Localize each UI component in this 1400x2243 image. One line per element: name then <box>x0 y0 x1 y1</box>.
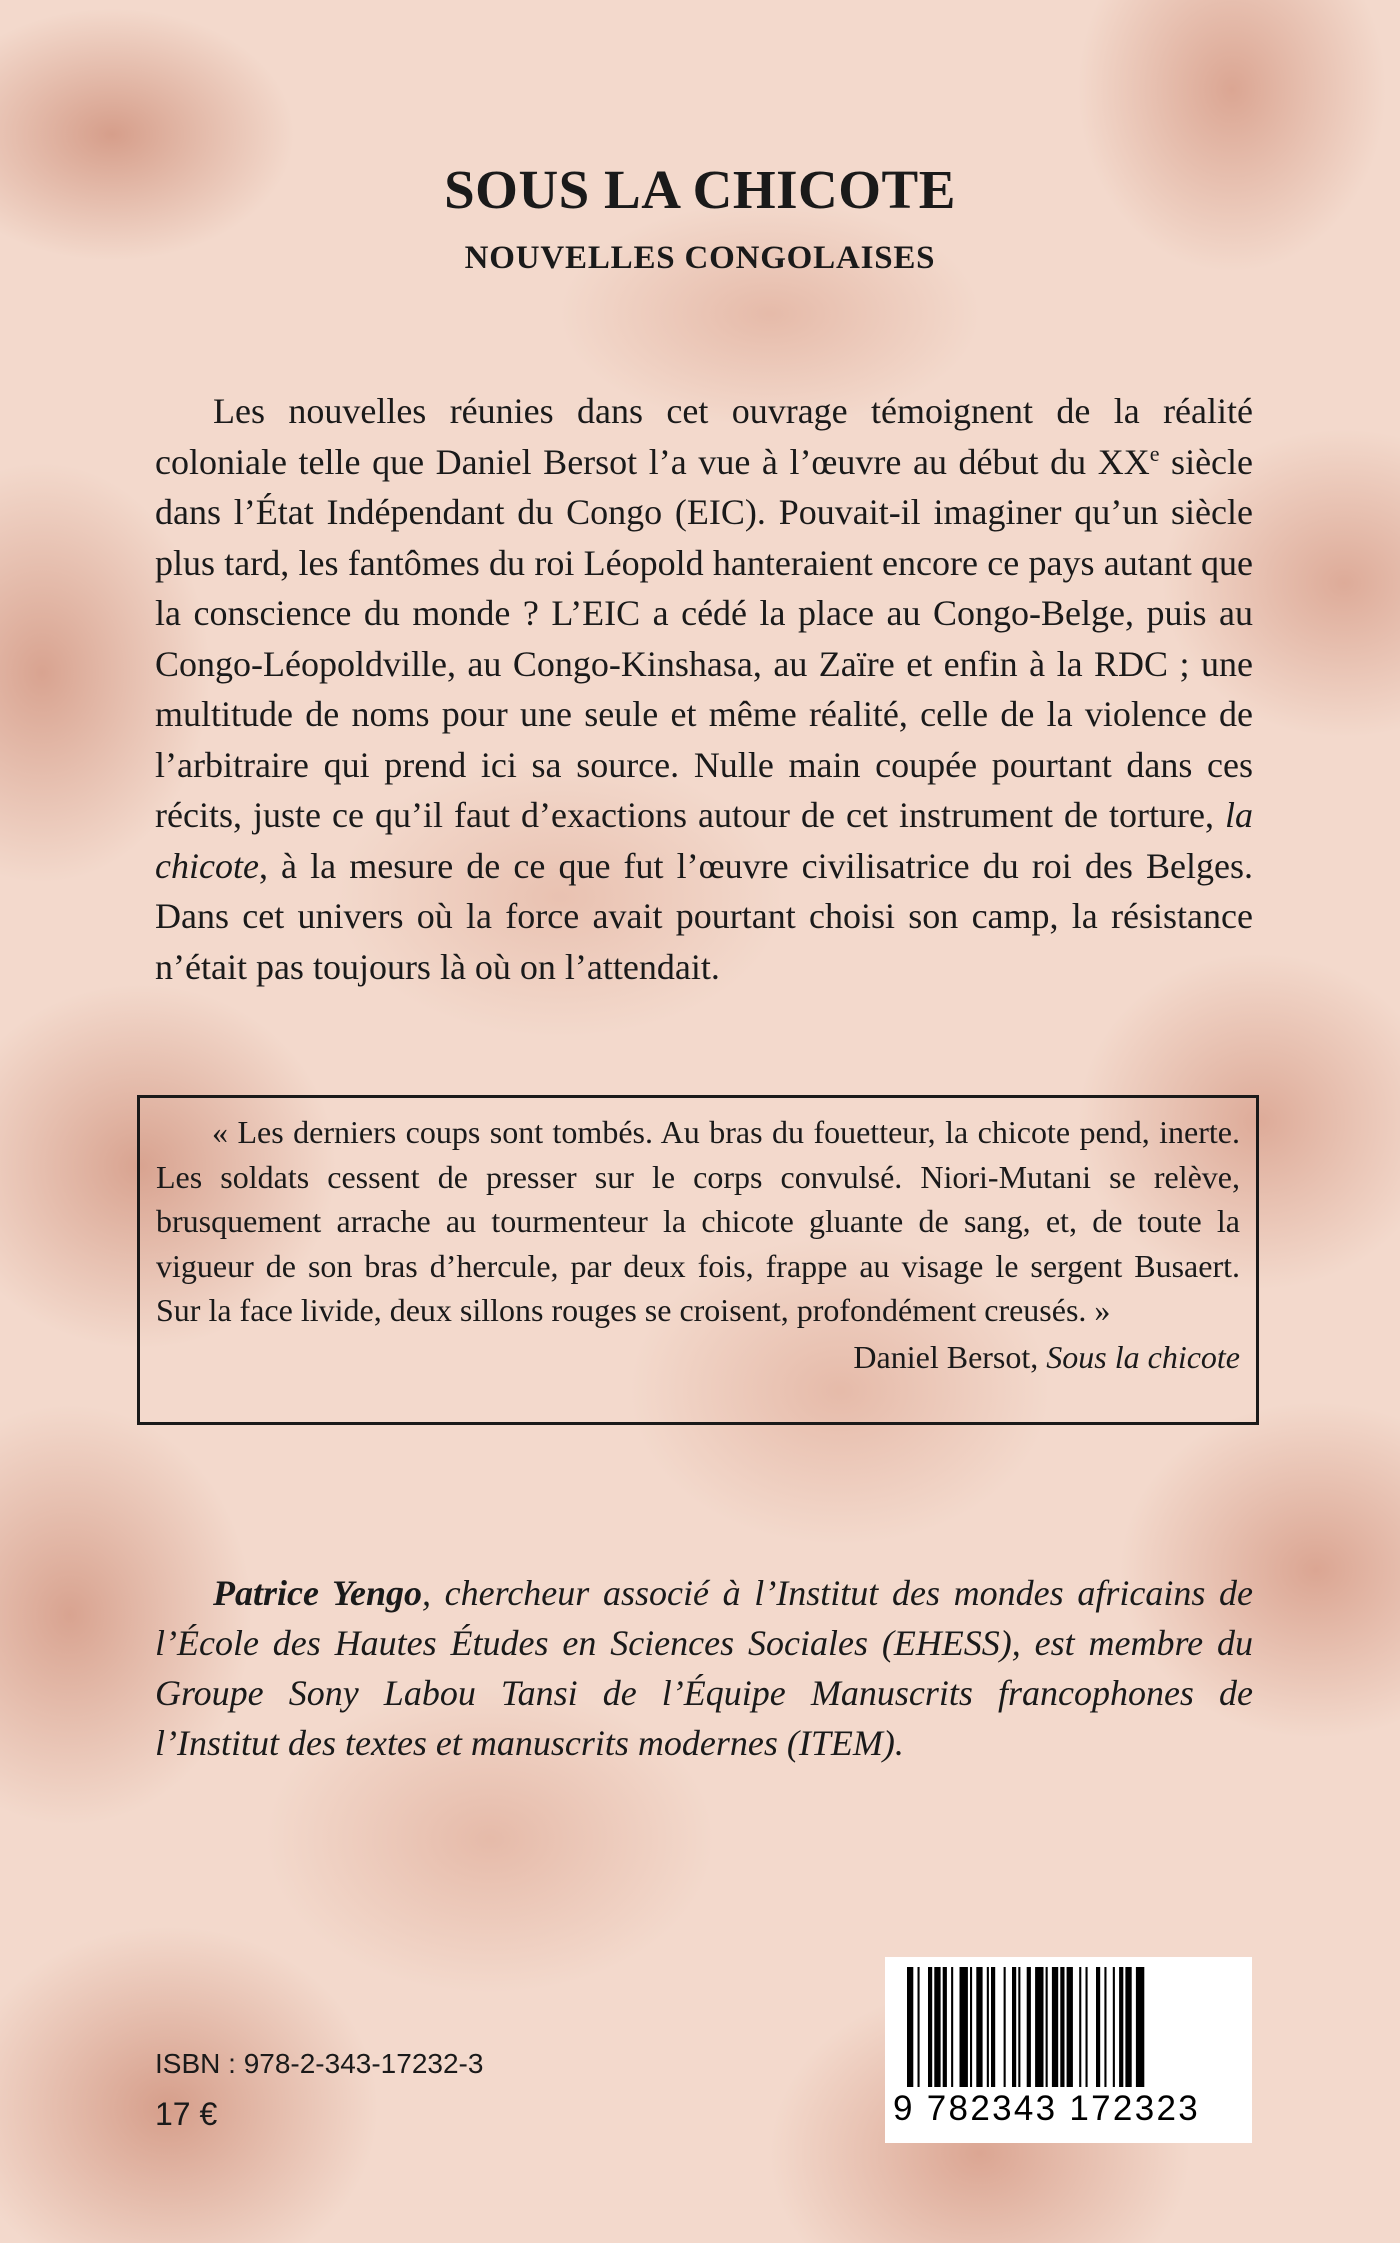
barcode-bar <box>943 1967 947 2087</box>
barcode-bar <box>1027 1967 1031 2087</box>
barcode-bar <box>1096 1967 1100 2087</box>
barcode-bar <box>1052 1967 1058 2087</box>
barcode-bar <box>951 1967 953 2087</box>
attribution-work: Sous la chicote <box>1046 1338 1240 1375</box>
isbn: ISBN : 978-2-343-17232-3 <box>155 2048 484 2079</box>
barcode-bar <box>1104 1967 1106 2087</box>
barcode-bar <box>1113 1967 1115 2087</box>
barcode-bar <box>976 1967 982 2087</box>
barcode-bar <box>1125 1967 1131 2087</box>
barcode-bar <box>1086 1967 1088 2087</box>
barcode-bar <box>1136 1967 1144 2087</box>
blurb-italic: la chicote <box>155 795 1253 886</box>
barcode-bar <box>1067 1967 1073 2087</box>
barcode-bar <box>934 1967 940 2087</box>
barcode-bar <box>1060 1967 1064 2087</box>
author-bio-text: , chercheur associé à l’Institut des mondes africains de l’École des Hautes Études en Sciences Sociales (EHESS), est membre du Groupe Sony Labou Tansi de l’Équipe Manuscrits francophones de l’Institut des textes et manuscrits modernes (ITEM). <box>155 1573 1254 1763</box>
book-title: SOUS LA CHICOTE <box>444 159 956 220</box>
attribution-name: Daniel Bersot, <box>853 1338 1047 1375</box>
blurb-text-1: Les nouvelles réunies dans cet ouvrage témoignent de la réalité coloniale telle que Daniel Bersot l’a vue à l’œuvre au début du XX <box>155 391 1253 482</box>
author-bio <box>155 1568 1253 1768</box>
blurb-paragraph <box>155 386 1253 992</box>
barcode-bar <box>970 1967 972 2087</box>
barcode-bar <box>1046 1967 1048 2087</box>
century-superscript: e <box>1149 440 1160 466</box>
quote-attribution <box>156 1339 1240 1376</box>
barcode-bar <box>960 1967 968 2087</box>
quote-box <box>137 1095 1259 1425</box>
barcode-bar <box>991 1967 995 2087</box>
barcode-bar <box>1018 1967 1020 2087</box>
barcode-bar <box>1004 1967 1006 2087</box>
blurb-text-3: , à la mesure de ce que fut l’œuvre civilisatrice du roi des Belges. Dans cet univers où la force avait pourtant choisi son camp, la résistance n’était pas toujours là où on l’attendait. <box>155 845 1253 987</box>
barcode-bar <box>1035 1967 1043 2087</box>
barcode-bar <box>1012 1967 1016 2087</box>
quote-text: « Les derniers coups sont tombés. Au bras du fouetteur, la chicote pend, inerte. Les soldats cessent de presser sur le corps convulsé. Niori-Mutani se relève, brusquement arrache au tourmenteur la chicote gluante de sang, et, de toute la vigueur de son bras d’hercule, par deux fois, frappe au visage le sergent Busaert. Sur la face livide, deux sillons rouges se croisent, profondément creusés. » <box>156 1114 1240 1328</box>
barcode-bar <box>928 1967 932 2087</box>
barcode-bar <box>1119 1967 1123 2087</box>
blurb-text-2: siècle dans l’État Indépendant du Congo (EIC). Pouvait-il imaginer qu’un siècle plus tard, les fantômes du roi Léopold hanteraient encore ce pays autant que la conscience du monde ? L’EIC a cédé la place au Congo-Belge, puis au Congo-Léopoldville, au Congo-Kinshasa, au Zaïre et enfin à la RDC ; une multitude de noms pour une seule et même réalité, celle de la violence de l’arbitraire qui prend ici sa source. Nulle main coupée pourtant dans ces récits, juste ce qu’il faut d’exactions autour de cet instrument de torture, <box>155 441 1254 835</box>
barcode <box>885 1957 1252 2143</box>
price: 17 € <box>155 2096 218 2132</box>
barcode-bar <box>987 1967 989 2087</box>
author-name: Patrice Yengo <box>213 1573 422 1613</box>
barcode-digits: 9 782343 172323 <box>893 2089 1200 2128</box>
barcode-bar <box>1079 1967 1081 2087</box>
barcode-bar <box>907 1967 913 2087</box>
book-subtitle: NOUVELLES CONGOLAISES <box>464 240 936 276</box>
barcode-bar <box>918 1967 920 2087</box>
